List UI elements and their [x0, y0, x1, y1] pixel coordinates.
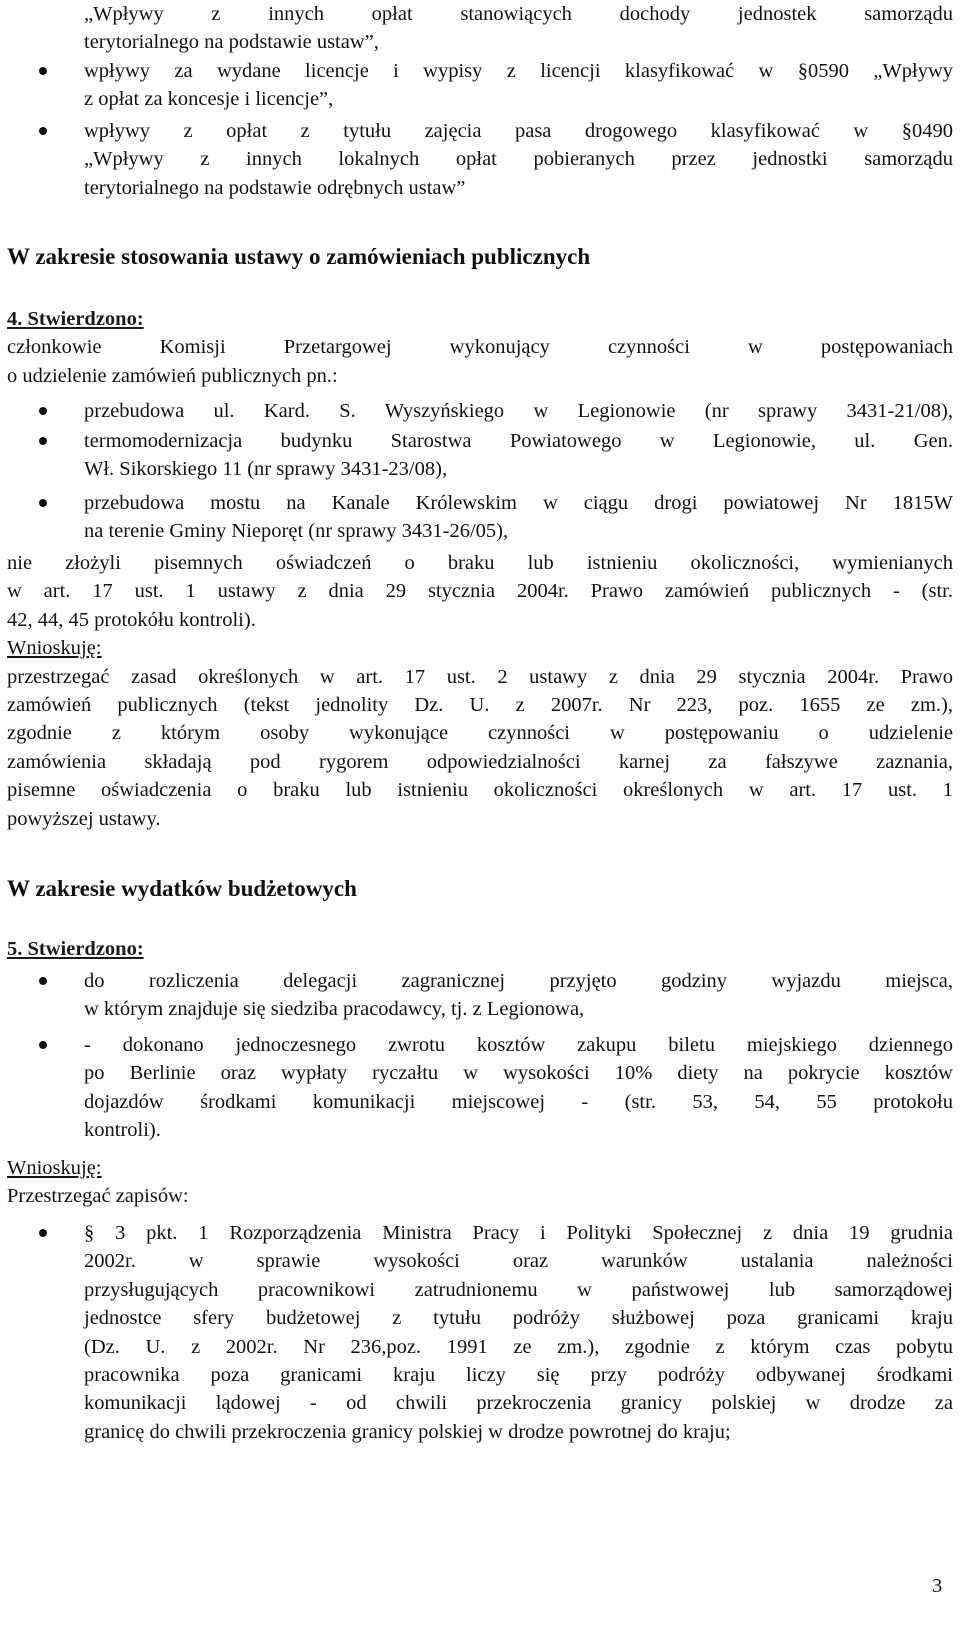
section-5: [7, 935, 953, 963]
text-line: komunikacji lądowej - od chwili przekroczenia granicy polskiej w drodze za: [84, 1392, 953, 1415]
text-line: po Berlinie oraz wypłaty ryczałtu w wysokości 10% diety na pokrycie kosztów: [84, 1062, 953, 1085]
text-line: przysługujących pracownikowi zatrudnionemu w państwowej lub samorządowej: [84, 1278, 953, 1301]
text-line: 2002r. w sprawie wysokości oraz warunków ustalania należności: [84, 1250, 953, 1273]
text-line: do rozliczenia delegacji zagranicznej przyjęto godziny wyjazdu miejsca,: [84, 970, 953, 992]
bullet-icon: [39, 977, 47, 985]
text-line: przestrzegać zasad określonych w art. 17 ust. 2 ustawy z dnia 29 stycznia 2004r. Prawo: [7, 665, 953, 688]
wnioskuje-label: Wnioskuję:: [7, 1157, 102, 1179]
wnioskuje-wrap: [7, 634, 953, 662]
text-line: Przestrzegać zapisów:: [7, 1185, 189, 1208]
stwierdzono-label-wrap: [7, 305, 953, 333]
bullet-icon: [39, 1229, 47, 1237]
bullet-icon: [39, 1041, 47, 1049]
text-line: terytorialnego na podstawie ustaw”,: [84, 31, 379, 54]
text-line: przebudowa mostu na Kanale Królewskim w ciągu drogi powiatowej Nr 1815W: [84, 492, 953, 514]
bullet-icon: [39, 499, 47, 507]
section-4-conclusion: [7, 549, 953, 833]
text-line: termomodernizacja budynku Starostwa Powiatowego w Legionowie, ul. Gen.: [84, 430, 953, 452]
bullet-icon: [39, 407, 47, 415]
text-line: zgodnie z którym osoby wykonujące czynności w postępowaniu o udzielenie: [7, 722, 953, 745]
text-line: Wł. Sikorskiego 11 (nr sprawy 3431-23/08),: [84, 458, 448, 481]
text-line: jednostce sfery budżetowej z tytułu podróży służbowej poza granicami kraju: [84, 1307, 953, 1330]
section-heading: W zakresie wydatków budżetowych: [7, 876, 357, 901]
text-line: zamówienia składają pod rygorem odpowiedzialności karnej za fałszywe zaznania,: [7, 750, 953, 773]
text-line: 42, 44, 45 protokółu kontroli).: [7, 608, 256, 631]
stwierdzono-label-wrap: [7, 935, 953, 963]
stwierdzono-label: 4. Stwierdzono:: [7, 308, 144, 330]
section-5-conclusion: [7, 1154, 953, 1211]
list-item: [84, 397, 953, 425]
text-line: (Dz. U. z 2002r. Nr 236,poz. 1991 ze zm.), zgodnie z którym czas pobytu: [84, 1335, 953, 1358]
text-line: pisemne oświadczenia o braku lub istnieniu okoliczności określonych w art. 17 ust. 1: [7, 779, 953, 802]
text-line: przebudowa ul. Kard. S. Wyszyńskiego w Legionowie (nr sprawy 3431-21/08),: [84, 400, 953, 422]
page-number: 3: [932, 1575, 943, 1597]
bullet-icon: [39, 127, 47, 135]
list-item: [84, 117, 953, 202]
text-line: o udzielenie zamówień publicznych pn.:: [7, 364, 338, 387]
text-line: w art. 17 ust. 1 ustawy z dnia 29 stycznia 2004r. Prawo zamówień publicznych - (str.: [7, 580, 953, 603]
text-line: terytorialnego na podstawie odrębnych ustaw”: [84, 176, 466, 199]
text-line: wpływy za wydane licencje i wypisy z licencji klasyfikować w §0590 „Wpływy: [84, 60, 953, 82]
wnioskuje-label: Wnioskuję:: [7, 637, 102, 660]
bullet-icon: [39, 67, 47, 75]
list-item: [84, 57, 953, 114]
list-item: [84, 489, 953, 546]
bullet-icon: [39, 437, 47, 445]
text-line: w którym znajduje się siedziba pracodawcy, tj. z Legionowa,: [84, 998, 585, 1021]
text-line: § 3 pkt. 1 Rozporządzenia Ministra Pracy i Polityki Społecznej z dnia 19 grudnia: [84, 1222, 953, 1244]
text-line: kontroli).: [84, 1119, 161, 1142]
list-item: [84, 427, 953, 484]
list-item: [84, 1219, 953, 1446]
text-line: zamówień publicznych (tekst jednolity Dz. U. z 2007r. Nr 223, poz. 1655 ze zm.),: [7, 694, 953, 717]
text-line: „Wpływy z innych opłat stanowiących dochody jednostek samorządu: [84, 3, 953, 25]
text-line: wpływy z opłat z tytułu zajęcia pasa drogowego klasyfikować w §0490: [84, 120, 953, 142]
text-line: członkowie Komisji Przetargowej wykonujący czynności w postępowaniach: [7, 336, 953, 359]
text-line: powyższej ustawy.: [7, 807, 161, 830]
text-line: - dokonano jednoczesnego zwrotu kosztów zakupu biletu miejskiego dziennego: [84, 1034, 953, 1056]
text-line: granicę do chwili przekroczenia granicy polskiej w drodze powrotnej do kraju;: [84, 1420, 731, 1443]
text-line: „Wpływy z innych lokalnych opłat pobieranych przez jednostki samorządu: [84, 148, 953, 171]
list-item: [84, 967, 953, 1024]
list-item: [84, 1031, 953, 1145]
intro-paragraph: [7, 0, 953, 57]
text-line: nie złożyli pisemnych oświadczeń o braku lub istnieniu okoliczności, wymienianych: [7, 552, 953, 574]
text-line: pracownika poza granicami kraju liczy się przy podróży odbywanej środkami: [84, 1364, 953, 1387]
stwierdzono-label: 5. Stwierdzono:: [7, 938, 144, 960]
text-line: dojazdów środkami komunikacji miejscowej - (str. 53, 54, 55 protokołu: [84, 1090, 953, 1113]
section-heading: W zakresie stosowania ustawy o zamówieniach publicznych: [7, 244, 591, 269]
text-line: z opłat za koncesje i licencje”,: [84, 88, 334, 111]
section-4: [7, 305, 953, 390]
wnioskuje-wrap: [7, 1154, 953, 1182]
text-line: na terenie Gminy Nieporęt (nr sprawy 3431-26/05),: [84, 520, 509, 543]
